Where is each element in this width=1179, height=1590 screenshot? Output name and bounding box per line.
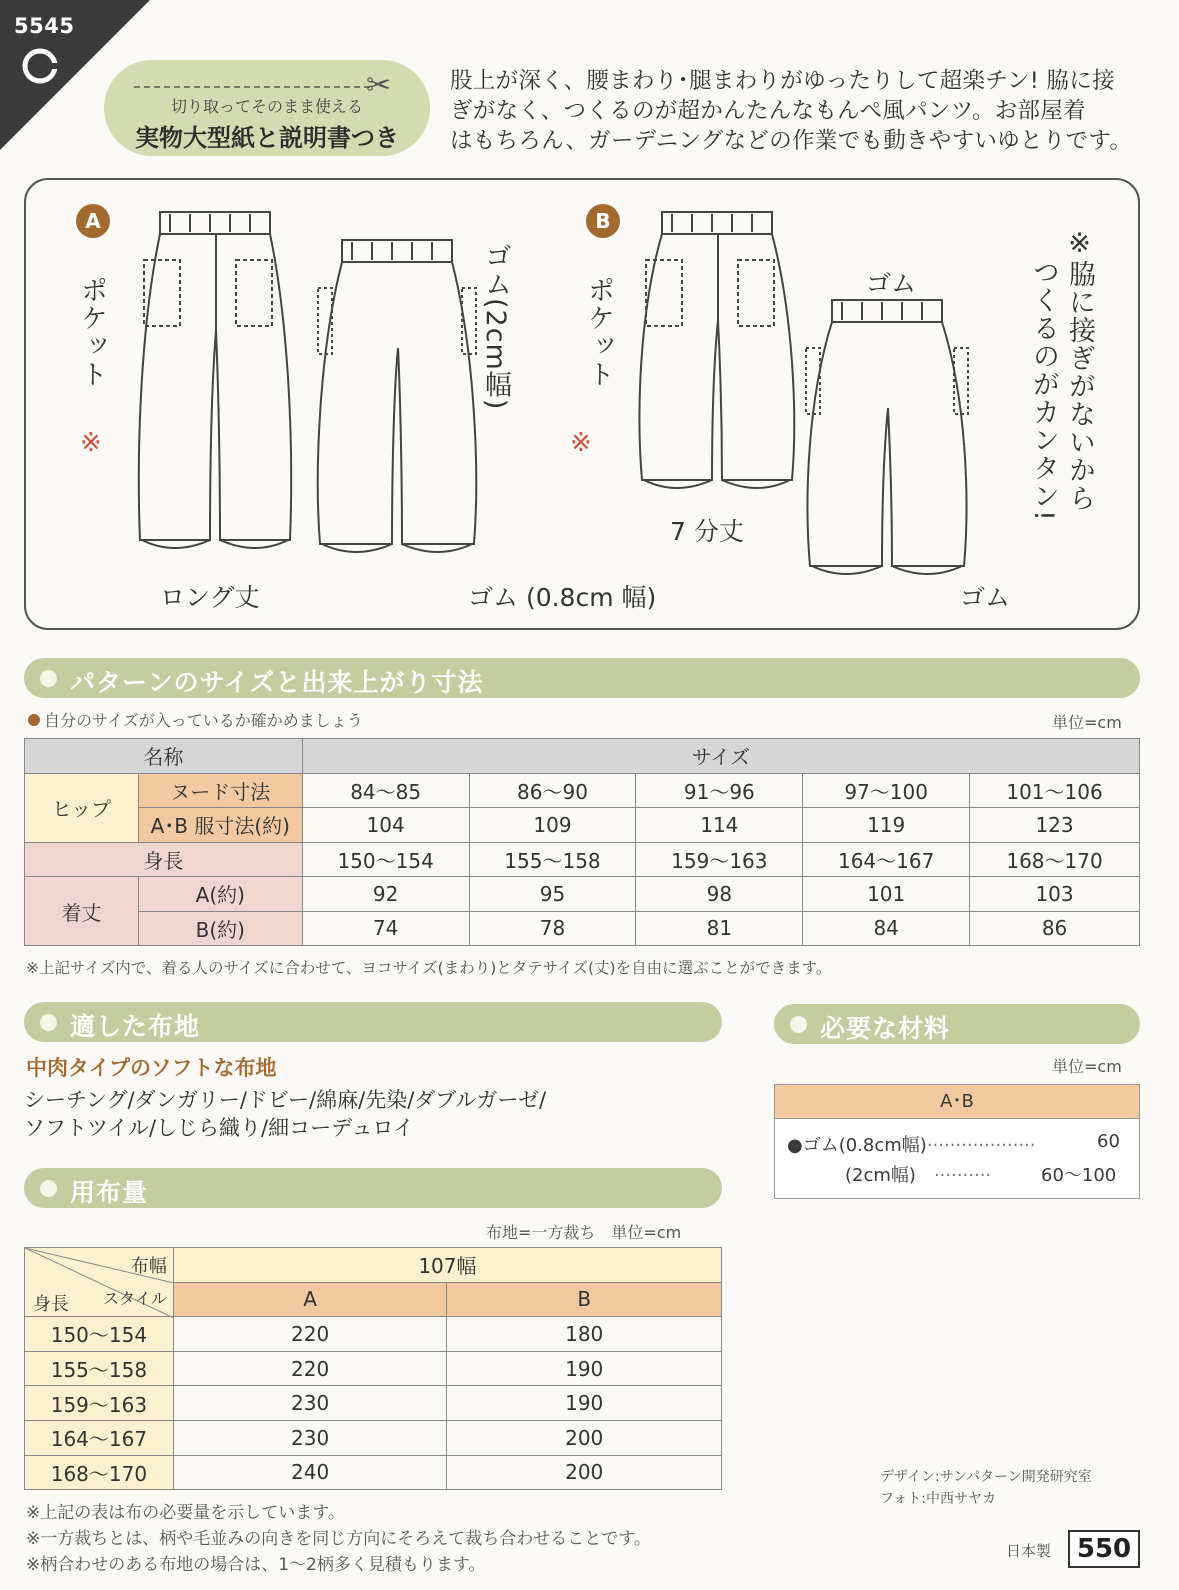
table-header-row: 布幅 スタイル 身長 107幅 <box>25 1248 722 1283</box>
mark-b: ※ <box>570 428 592 458</box>
pants-a-back-drawing <box>312 238 482 598</box>
table-header-row: A B <box>25 1282 722 1317</box>
table-row: 150〜154 220 180 <box>25 1317 722 1352</box>
materials-item2-value: 60〜100 <box>1041 1165 1117 1186</box>
gomu-waist-b: ゴム <box>866 269 917 298</box>
fabric-list-line1: シーチング/ダンガリー/ドビー/綿麻/先染/ダブルガーゼ/ <box>24 1088 547 1112</box>
table-row: A･B 服寸法(約) 104 109 114 119 123 <box>25 808 1140 843</box>
materials-item2: (2cm幅) ·········· <box>845 1165 992 1186</box>
size-section-header: パターンのサイズと出来上がり寸法 <box>24 658 1140 698</box>
materials-box <box>774 1084 1140 1199</box>
table-row: 155〜158 220 190 <box>25 1351 722 1386</box>
side-note-2: つくるのがカンタン! <box>1028 258 1059 522</box>
fabric-list-line2: ソフトツイル/しじら織り/細コーデュロイ <box>24 1116 414 1140</box>
table-row: 着丈 A(約) 92 95 98 101 103 <box>25 877 1140 912</box>
made-in-japan: 日本製 <box>1006 1542 1052 1560</box>
gomu-hem-b: ゴム <box>960 583 1011 612</box>
badge-a: A <box>76 204 110 238</box>
fabric-subtitle: 中肉タイプのソフトな布地 <box>26 1056 277 1080</box>
materials-section-header: 必要な材料 <box>774 1004 1140 1044</box>
intro-text: 股上が深く、腰まわり･腿まわりがゆったりして超楽チン! 脇に接 ぎがなく、つくるのが超かんたんなもんぺ風パンツ。お部屋着 はもちろん、ガーデニングなどの作業でも動きやすいゆとりです。 <box>450 68 1133 154</box>
yardage-notes: ※上記の表は布の必要量を示しています。 ※一方裁ちとは、柄や毛並みの向きを同じ方向にそろえて裁ち合わせることです。 ※柄合わせのある布地の場合は、1〜2柄多く見積もります。 <box>26 1503 651 1575</box>
table-header-row: 名称 サイズ <box>25 739 1140 774</box>
cut-line <box>134 86 370 88</box>
pattern-code: 5545 <box>14 14 75 38</box>
photo-credit: フォト:中西サヤカ <box>880 1491 997 1507</box>
pocket-label-a: ポケット <box>76 276 107 388</box>
yardage-meta: 布地=一方裁ち 単位=cm <box>486 1223 682 1242</box>
pill-subtitle: 切り取ってそのまま使える <box>170 97 363 116</box>
design-credit: デザイン:サンパターン開発研究室 <box>880 1469 1092 1485</box>
fabric-section-header: 適した布地 <box>24 1002 722 1042</box>
gomu-08-label: ゴム (0.8cm 幅) <box>468 583 657 612</box>
materials-unit: 単位=cm <box>1052 1057 1122 1076</box>
table-row: B(約) 74 78 81 84 86 <box>25 911 1140 946</box>
materials-item1: ●ゴム(0.8cm幅)··················· <box>787 1135 1036 1156</box>
scissors-icon: ✂ <box>366 68 392 103</box>
table-row: 168〜170 240 200 <box>25 1455 722 1490</box>
table-row: 164〜167 230 200 <box>25 1420 722 1455</box>
yardage-section-header: 用布量 <box>24 1168 722 1208</box>
table-row: ヒップ ヌード寸法 84〜85 86〜90 91〜96 97〜100 101〜106 <box>25 773 1140 808</box>
size-check-note: 自分のサイズが入っているか確かめましょう <box>28 708 363 731</box>
brand-logo-icon <box>20 46 60 86</box>
pants-b-front-drawing <box>632 210 802 500</box>
mark-a: ※ <box>80 428 102 458</box>
seven-length-label: 7 分丈 <box>670 517 744 546</box>
materials-box-header: A･B <box>775 1085 1139 1119</box>
badge-b: B <box>586 204 620 238</box>
size-unit: 単位=cm <box>1052 713 1122 732</box>
pill-title: 実物大型紙と説明書つき <box>135 124 399 152</box>
pants-a-front-drawing <box>130 210 300 570</box>
size-table <box>24 738 1140 946</box>
yardage-table <box>24 1247 722 1490</box>
gomu-2cm-label: ゴム(2cm幅) <box>480 242 511 411</box>
pattern-included-pill <box>104 60 430 156</box>
materials-item1-value: 60 <box>1097 1131 1120 1152</box>
table-row: 159〜163 230 190 <box>25 1386 722 1421</box>
table-row: 身長 150〜154 155〜158 159〜163 164〜167 168〜170 <box>25 842 1140 877</box>
pants-b-back-drawing <box>802 298 972 588</box>
side-note: ※脇に接ぎがないから <box>1064 228 1095 512</box>
illustration-panel <box>24 178 1140 630</box>
table-corner-cell: 布幅 スタイル 身長 <box>25 1248 174 1317</box>
price-box: 550 <box>1068 1530 1140 1568</box>
pocket-label-b: ポケット <box>583 276 614 388</box>
long-length-label: ロング丈 <box>160 583 260 612</box>
size-footnote: ※上記サイズ内で、着る人のサイズに合わせて、ヨコサイズ(まわり)とタテサイズ(丈)を自由に選ぶことができます。 <box>26 959 832 977</box>
